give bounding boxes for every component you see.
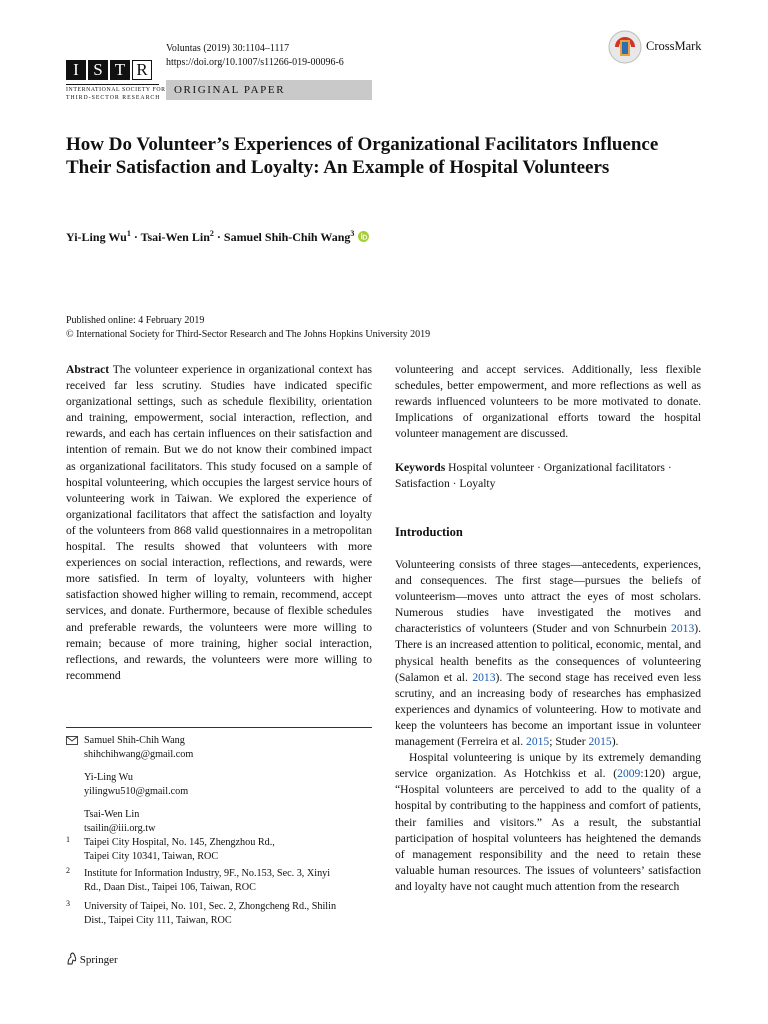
section-label: ORIGINAL PAPER (166, 80, 372, 100)
intro-text: :120) argue, “Hospital volunteers are perceived to add to the quality of a hospital by contributing to the happiness and comfort of patients, their families and visitors.” As a result, the substantial participation of hospital volunteers has heightened the demands of management responsibility and the need to retain these valuable human resources. The issues of volunteers’ satisfaction and loyalty have not caught much attention from the research (395, 767, 701, 893)
intro-text: ; Studer (549, 735, 589, 749)
istr-logo (66, 60, 166, 102)
author-name[interactable]: Tsai-Wen Lin (140, 230, 210, 244)
abstract-label: Abstract (66, 363, 110, 376)
envelope-icon (66, 736, 78, 745)
abstract (66, 362, 372, 684)
affiliation-number: 2 (66, 866, 70, 875)
introduction-paragraph (395, 557, 701, 895)
crossmark-badge[interactable] (608, 30, 718, 66)
author-affil-mark: 2 (209, 229, 214, 238)
publisher-name: Springer (79, 954, 118, 966)
contact-name: Samuel Shih-Chih Wang (84, 735, 185, 746)
author-list (66, 229, 369, 245)
intro-text: Volunteering consists of three stages—antecedents, experiences, and consequences. The first stage—pursues the beliefs of volunteerism—moves unto attract the eyes of most scholars. Numerous studies have investigated the motives and characteristics of volunteers (Studer and von Schnurbein (395, 558, 701, 636)
logo-letter: T (110, 60, 130, 80)
intro-text: Hospital volunteering is unique by its extremely demanding service organization. As Hotchkiss et al. ( (395, 751, 701, 781)
keywords (395, 460, 701, 492)
introduction-heading: Introduction (395, 525, 463, 539)
citation-link[interactable]: 2013 (472, 670, 496, 684)
author-separator: · (213, 230, 224, 244)
istr-logo-letters (66, 60, 162, 80)
author-name[interactable]: Yi-Ling Wu (66, 230, 127, 244)
contact-block (66, 734, 372, 835)
affiliation (66, 900, 372, 927)
affiliation-number: 1 (66, 835, 70, 844)
affiliation-line: Taipei City 10341, Taiwan, ROC (84, 850, 219, 862)
abstract-continued: volunteering and accept services. Additionally, less flexible schedules, better empowerment, and more reflections as well as rewards influenced volunteers to be more motivated to donate. Implications of organizational efforts toward the hospital volunteer management are discussed. (395, 363, 701, 441)
keywords-text: Hospital volunteer · Organizational facilitators · Satisfaction · Loyalty (395, 461, 672, 491)
affiliation-line: Institute for Information Industry, 9F., No.153, Sec. 3, Xinyi (84, 868, 331, 879)
springer-horse-icon (66, 952, 77, 965)
logo-caption-2: THIRD-SECTOR RESEARCH (66, 95, 161, 101)
footnote-divider (66, 727, 372, 728)
paper-title: How Do Volunteer’s Experiences of Organizational Facilitators Influence Their Satisfaction and Loyalty: An Example of Hospital Volunteers (66, 134, 659, 178)
citation-link[interactable]: 2009 (617, 767, 641, 781)
affiliation-number: 3 (66, 899, 70, 908)
doi-link[interactable]: https://doi.org/10.1007/s11266-019-00096-6 (166, 57, 344, 68)
author-name[interactable]: Samuel Shih-Chih Wang (223, 230, 351, 244)
affiliation-line: Dist., Taipei City 111, Taiwan, ROC (84, 914, 232, 926)
author-affil-mark: 3 (350, 229, 355, 238)
intro-text: ). The second stage has received even less scrutiny, and an increasing body of researches has emphasized experiences and dynamics of volunteering. How to motivate and keep the volunteers has become an important issue in volunteer management (Ferreira et al. (395, 670, 702, 749)
contact-name: Tsai-Wen Lin (84, 809, 140, 820)
affiliation (66, 836, 372, 863)
intro-text: ). There is an increased attention to political, economic, mental, and physical health benefits as the consequences of volunteering (Salamon et al. (395, 622, 701, 684)
contact-entry (84, 734, 372, 835)
copyright-line: © International Society for Third-Sector Research and The Johns Hopkins University 2019 (66, 329, 431, 340)
introduction-paragraph-2 (395, 750, 701, 895)
affiliation-line: Taipei City Hospital, No. 145, Zhengzhou Rd., (84, 837, 275, 848)
contact-email[interactable]: shihchihwang@gmail.com (84, 748, 194, 760)
affiliation-line: University of Taipei, No. 101, Sec. 2, Zhongcheng Rd., Shilin (84, 901, 337, 912)
affiliation-line: Rd., Daan Dist., Taipei 106, Taiwan, ROC (84, 881, 256, 893)
citation-link[interactable]: 2015 (588, 735, 612, 749)
keywords-label: Keywords (395, 461, 446, 474)
orcid-icon[interactable] (358, 231, 369, 242)
journal-citation: Voluntas (2019) 30:1104–1117 (166, 43, 290, 54)
intro-text: ). (611, 735, 619, 749)
author-affil-mark: 1 (126, 229, 131, 238)
logo-letter: S (88, 60, 108, 80)
citation-link[interactable]: 2015 (526, 735, 550, 749)
logo-letter: R (132, 60, 152, 80)
citation-link[interactable]: 2013 (671, 622, 695, 636)
contact-email[interactable]: tsailin@iii.org.tw (84, 822, 156, 834)
affiliation (66, 867, 372, 894)
crossmark-label: CrossMark (646, 39, 702, 53)
contact-email[interactable]: yilingwu510@gmail.com (84, 785, 189, 797)
publisher-footer (66, 952, 118, 966)
crossmark-icon (608, 30, 642, 64)
published-date: Published online: 4 February 2019 (66, 315, 205, 326)
author-separator: · (130, 230, 141, 244)
abstract-text: The volunteer experience in organizational context has received far less scrutiny. Studies have indicated specific organizational settings, such as schedule flexibility, orientation and training, empowerment, social interaction, reflection, and rewards, and each has certain influences on their satisfaction and intention of remain. But we do not know their combined impact as organizational facilitators. This study focused on a sample of hospital volunteering, which occupies the largest service hours of volunteering work in Taiwan. We explored the experience of organizational facilitators that affect the satisfaction and loyalty of the volunteers from 868 valid questionnaires in a metropolitan hospital. The results showed that volunteers with more experiences on social interaction, reflections, and rewards, were more satisfied. In term of loyalty, volunteers with higher satisfaction showed higher willing to remain, recommend, accept services, and donate. Furthermore, because of flexible schedules and preferable rewards, the volunteers were more willing to remain; because of more training, higher social interaction, reflections, and rewards, the volunteers were more willing to recommend (66, 363, 372, 682)
logo-letter: I (66, 60, 86, 80)
contact-name: Yi-Ling Wu (84, 772, 133, 783)
logo-caption-1: INTERNATIONAL SOCIETY FOR (66, 87, 166, 93)
